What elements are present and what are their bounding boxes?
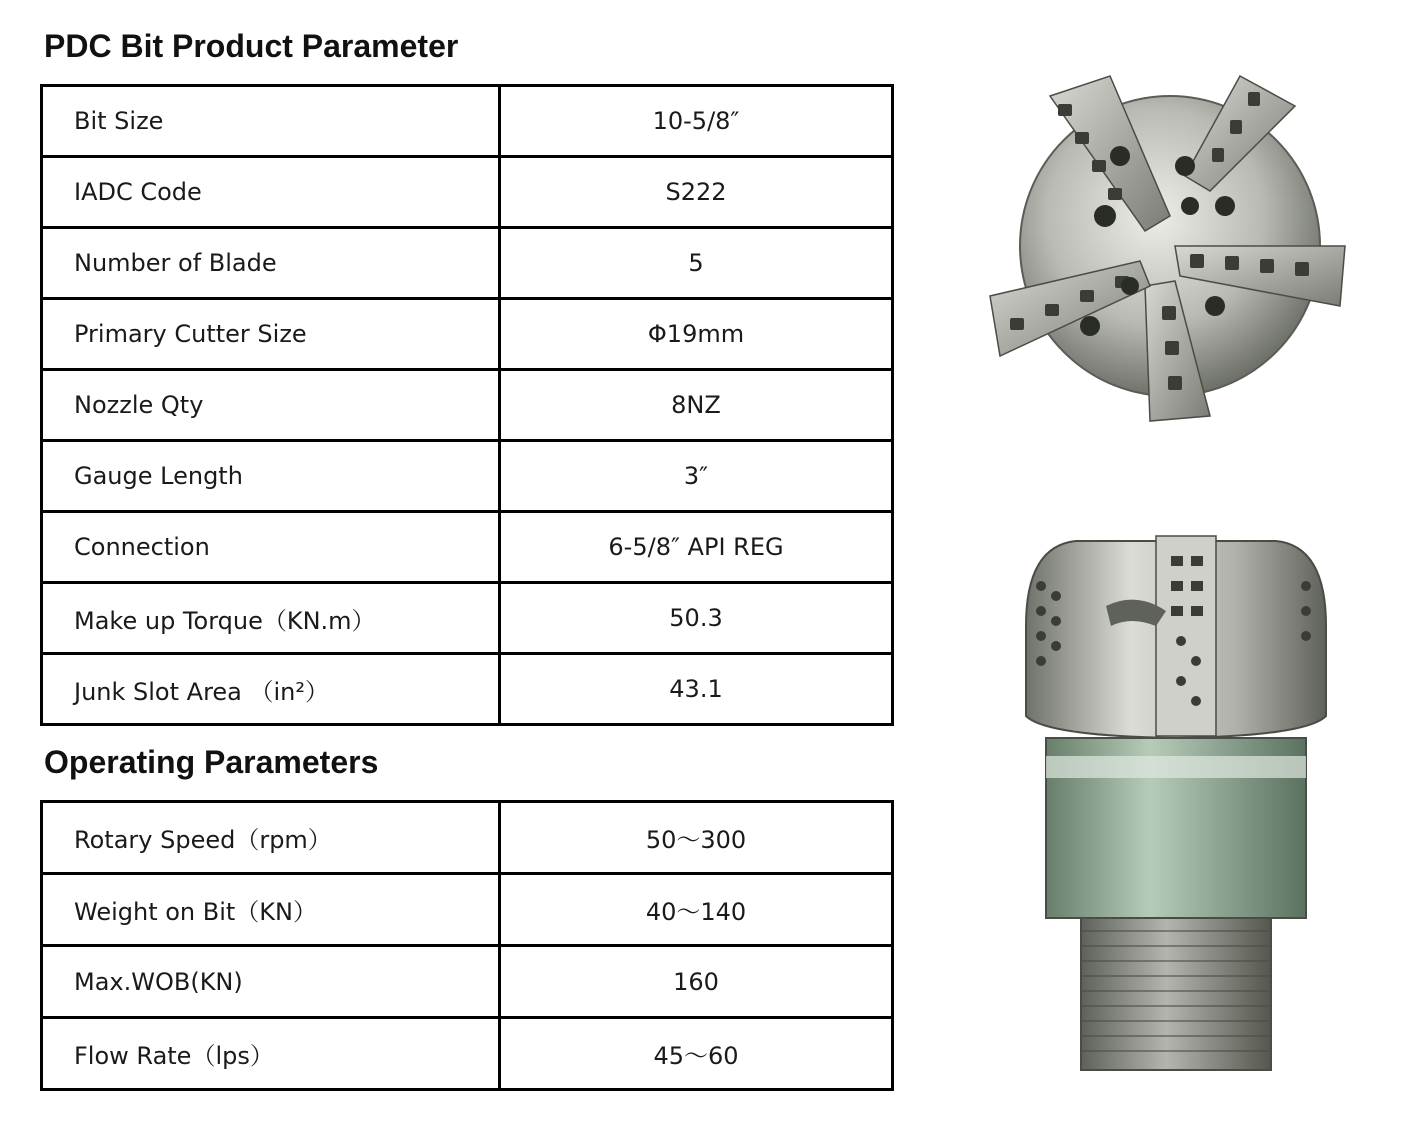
param-value: Φ19mm [500, 299, 893, 370]
table-row [42, 654, 893, 725]
param-label: Junk Slot Area （in²） [42, 654, 500, 725]
table-row [42, 86, 893, 157]
param-value: 6-5/8″ API REG [500, 512, 893, 583]
pdc-bit-side-view-image [1016, 526, 1336, 1082]
param-label: Max.WOB(KN) [42, 946, 500, 1018]
param-label: Gauge Length [42, 441, 500, 512]
operating-parameters-title: Operating Parameters [44, 744, 379, 780]
table-row [42, 512, 893, 583]
param-label: Flow Rate（lps） [42, 1018, 500, 1090]
param-label: IADC Code [42, 157, 500, 228]
table-row [42, 441, 893, 512]
param-label: Number of Blade [42, 228, 500, 299]
table-row [42, 370, 893, 441]
table-row [42, 583, 893, 654]
param-value: 8NZ [500, 370, 893, 441]
table-row [42, 1018, 893, 1090]
table-row [42, 228, 893, 299]
param-value: 43.1 [500, 654, 893, 725]
param-label: Weight on Bit（KN） [42, 874, 500, 946]
param-value: S222 [500, 157, 893, 228]
product-parameter-table [40, 84, 894, 726]
param-label: Connection [42, 512, 500, 583]
product-parameter-title: PDC Bit Product Parameter [44, 28, 459, 64]
param-value: 10-5/8″ [500, 86, 893, 157]
param-label: Rotary Speed（rpm） [42, 802, 500, 874]
param-label: Primary Cutter Size [42, 299, 500, 370]
param-value: 45～60 [500, 1018, 893, 1090]
param-value: 3″ [500, 441, 893, 512]
param-label: Nozzle Qty [42, 370, 500, 441]
table-row [42, 802, 893, 874]
param-value: 5 [500, 228, 893, 299]
param-label: Make up Torque（KN.m） [42, 583, 500, 654]
param-value: 50.3 [500, 583, 893, 654]
param-label: Bit Size [42, 86, 500, 157]
table-row [42, 157, 893, 228]
table-row [42, 299, 893, 370]
pdc-bit-top-view-image [980, 56, 1360, 426]
param-value: 50～300 [500, 802, 893, 874]
table-row [42, 946, 893, 1018]
param-value: 40～140 [500, 874, 893, 946]
param-value: 160 [500, 946, 893, 1018]
operating-parameters-table [40, 800, 894, 1091]
table-row [42, 874, 893, 946]
